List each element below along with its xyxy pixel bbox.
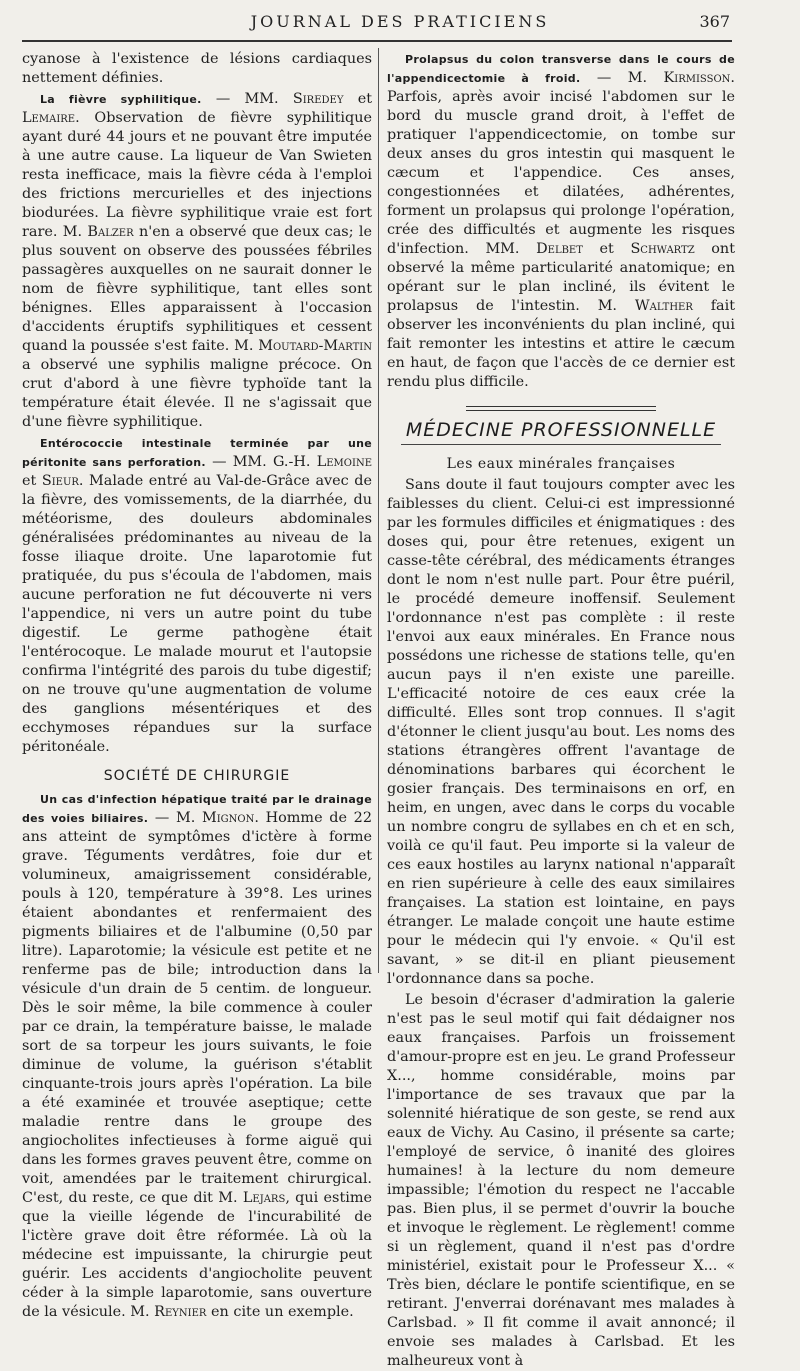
- right-column: [387, 50, 735, 1371]
- author-name: Lemoine: [316, 454, 372, 470]
- paragraph-cyanose: cyanose à l'existence de lésions cardiaques nettement définies.: [22, 51, 372, 86]
- author-name: Schwartz: [630, 241, 695, 257]
- page-header: [0, 10, 800, 34]
- author-name: Lemaire: [22, 110, 76, 126]
- heading-underline: [401, 444, 721, 445]
- paragraph-infection-hepatique: Un cas d'infection hépatique traité par le drainage des voies biliaires. — M. Mignon. Homme de 22 ans atteint de symptômes d'ictère à forme grave. Téguments verdâtres, foie dur et volumineux, amaigrissement considérable, pouls à 120, température à 39°8. Les urines étaient abondantes et renfermaient des pigments biliaires et de l'albumine (0,50 par litre). Laparotomie; la vésicule est petite et ne renferme pas de bile; introduction dans la vésicule d'un drain de 5 centim. de longueur. Dès le soir même, la bile commence à couler par ce drain, la température baisse, le malade sort de sa torpeur les jours suivants, le foie diminue de volume, la guérison s'établit cinquante-trois jours après l'opération. La bile a été examinée et trouvée aseptique; cette maladie rentre dans le groupe des angiocholites infectieuses à forme aiguë qui dans les formes graves peuvent être, comme on voit, amendées par le traitement chirurgical. C'est, du reste, ce que dit M. Lejars, qui estime que la vieille légende de l'incurabilité de l'ictère grave doit être réformée. Là où la médecine est impuissante, la chirurgie peut guérir. Les accidents d'angiocholite peuvent céder à la simple laparotomie, sans ouverture de la vésicule. M. Reynier en cite un exemple.: [22, 793, 372, 1320]
- author-name: Moutard-Martin: [258, 338, 372, 354]
- author-name: Mignon: [201, 810, 255, 826]
- run-in-heading: La fièvre syphilitique.: [40, 93, 202, 106]
- run-in-heading: Entérococcie intestinale terminée par une péritonite sans perforation.: [22, 437, 372, 469]
- article-title: Les eaux minérales françaises: [446, 456, 676, 472]
- paragraph-fievre-syphilitique: La fièvre syphilitique. — MM. Siredey et Lemaire. Observation de fièvre syphilitique ayant duré 44 jours et ne pouvant être imputée à une autre cause. La liqueur de Van Swieten resta inefficace, mais la fièvre céda à l'emploi des frictions mercurielles et des injections biodurées. La fièvre syphilitique vraie est fort rare. M. Balzer n'en a observé que deux cas; le plus souvent on observe des poussées fébriles passagères auxquelles on ne saurait donner le nom de fièvre syphilitique, tant elles sont bénignes. Elles apparaissent à l'occasion d'accidents éruptifs syphilitiques et cessent quand la poussée s'est faite. M. Moutard-Martin a observé une syphilis maligne précoce. On crut d'abord à une fièvre typhoïde tant la température était élevée. Il ne s'agissait que d'une fièvre syphilitique.: [22, 91, 372, 430]
- section-separator: [466, 406, 656, 411]
- page-number: 367: [699, 12, 730, 31]
- section-title-societe-chirurgie: SOCIÉTÉ DE CHIRURGIE: [103, 768, 291, 784]
- author-name: Lejars: [242, 1190, 286, 1206]
- running-title: JOURNAL DES PRATICIENS: [250, 12, 550, 31]
- author-name: Sieur: [41, 473, 79, 489]
- author-name: Siredey: [292, 91, 344, 107]
- header-rule: [22, 40, 732, 42]
- author-name: Kirmisson: [663, 70, 731, 86]
- author-name: Balzer: [87, 224, 134, 240]
- run-in-heading: Prolapsus du colon transverse dans le cours de l'appendicectomie à froid.: [387, 53, 735, 85]
- paragraph-eaux-minerales-2: Le besoin d'écraser d'admiration la galerie n'est pas le seul motif qui fait dédaigner nos eaux françaises. Parfois un froissement d'amour-propre est en jeu. Le grand Professeur X..., homme considérable, moins par l'importance de ses travaux que par la solennité hiératique de son geste, se rend aux eaux de Vichy. Au Casino, il présente sa carte; l'employé de service, ô inanité des gloires humaines! à la lecture du nom demeure impassible; l'émotion du respect ne l'accable pas. Bien plus, il se permet d'ouvrir la bouche et invoque le règlement. Le règlement! comme si un règlement, quand il n'est pas d'ordre ministériel, existait pour le Professeur X... « Très bien, déclare le pontife scientifique, en se retirant. J'enverrai dorénavant mes malades à Carlsbad. » Il fit comme il avait annoncé; il envoie ses malades à Carlsbad. Et les malheureux vont à: [387, 992, 735, 1369]
- author-name: Delbet: [536, 241, 583, 257]
- section-heading-medecine-professionnelle: MÉDECINE PROFESSIONNELLE: [405, 419, 717, 441]
- author-name: Reynier: [154, 1304, 207, 1320]
- author-name: Walther: [634, 298, 693, 314]
- run-in-heading: Un cas d'infection hépatique traité par le drainage des voies biliaires.: [22, 793, 372, 825]
- left-column: [22, 50, 372, 1322]
- paragraph-enterococcie: Entérococcie intestinale terminée par une péritonite sans perforation. — MM. G.-H. Lemoine et Sieur. Malade entré au Val-de-Grâce avec de la fièvre, des vomissements, de la diarrhée, du météorisme, des douleurs abdominales généralisées prédominantes au niveau de la fosse iliaque droite. Une laparotomie fut pratiquée, du pus s'écoula de l'abdomen, mais aucune perforation ne fut découverte ni vers l'appendice, ni vers un autre point du tube digestif. Le germe pathogène était l'entérocoque. Le malade mourut et l'autopsie confirma l'intégrité des parois du tube digestif; on ne trouve qu'une augmentation de volume des ganglions mésentériques et des ecchymoses répandues sur la surface péritonéale.: [22, 437, 373, 755]
- column-divider: [378, 48, 379, 973]
- paragraph-eaux-minerales-1: Sans doute il faut toujours compter avec les faiblesses du client. Celui-ci est impressionné par les formules difficiles et énigmatiques : des doses qui, pour être retenues, exigent un casse-tête cérébral, des médicaments étranges dont le nom n'est nulle part. Pour être puéril, le procédé demeure inoffensif. Seulement l'ordonnance n'est pas complète : il reste l'envoi aux eaux minérales. En France nous possédons une richesse de stations telle, qu'en aucun pays il n'en existe une pareille. L'efficacité notoire de ces eaux crée la difficulté. Elles sont trop connues. Il s'agit d'étonner le client jusqu'au bout. Les noms des stations étrangères offrent l'avantage de dénominations barbares qui écorchent le gosier français. Des terminaisons en orf, en heim, en ungen, avec dans le corps du vocable un nombre congru de syllabes en ch et en sch, voilà ce qu'il faut. Peu importe si la valeur de ces eaux hostiles au larynx national n'apparaît en rien supérieure à celle des eaux similaires françaises. La station est lointaine, en pays étranger. Le malade conçoit une haute estime pour le médecin qui l'y envoie. « Qu'il est savant, » se dit-il en pliant pieusement l'ordonnance dans sa poche.: [387, 477, 735, 987]
- paragraph-prolapsus: Prolapsus du colon transverse dans le cours de l'appendicectomie à froid. — M. Kirmisson. Parfois, après avoir incisé l'abdomen sur le bord du muscle grand droit, à l'effet de pratiquer l'appendicectomie, on tombe sur deux anses du gros intestin qui masquent le cæcum et l'appendice. Ces anses, congestionnées et dilatées, adhérentes, forment un prolapsus qui prolonge l'opération, crée des difficultés et augmente les risques d'infection. MM. Delbet et Schwartz ont observé la même particularité anatomique; en opérant sur le plan incliné, ils évitent le prolapsus de l'intestin. M. Walther fait observer les inconvénients du plan incliné, qui fait remonter les intestins et attire le cæcum en haut, de façon que l'accès de ce dernier est rendu plus difficile.: [387, 53, 735, 390]
